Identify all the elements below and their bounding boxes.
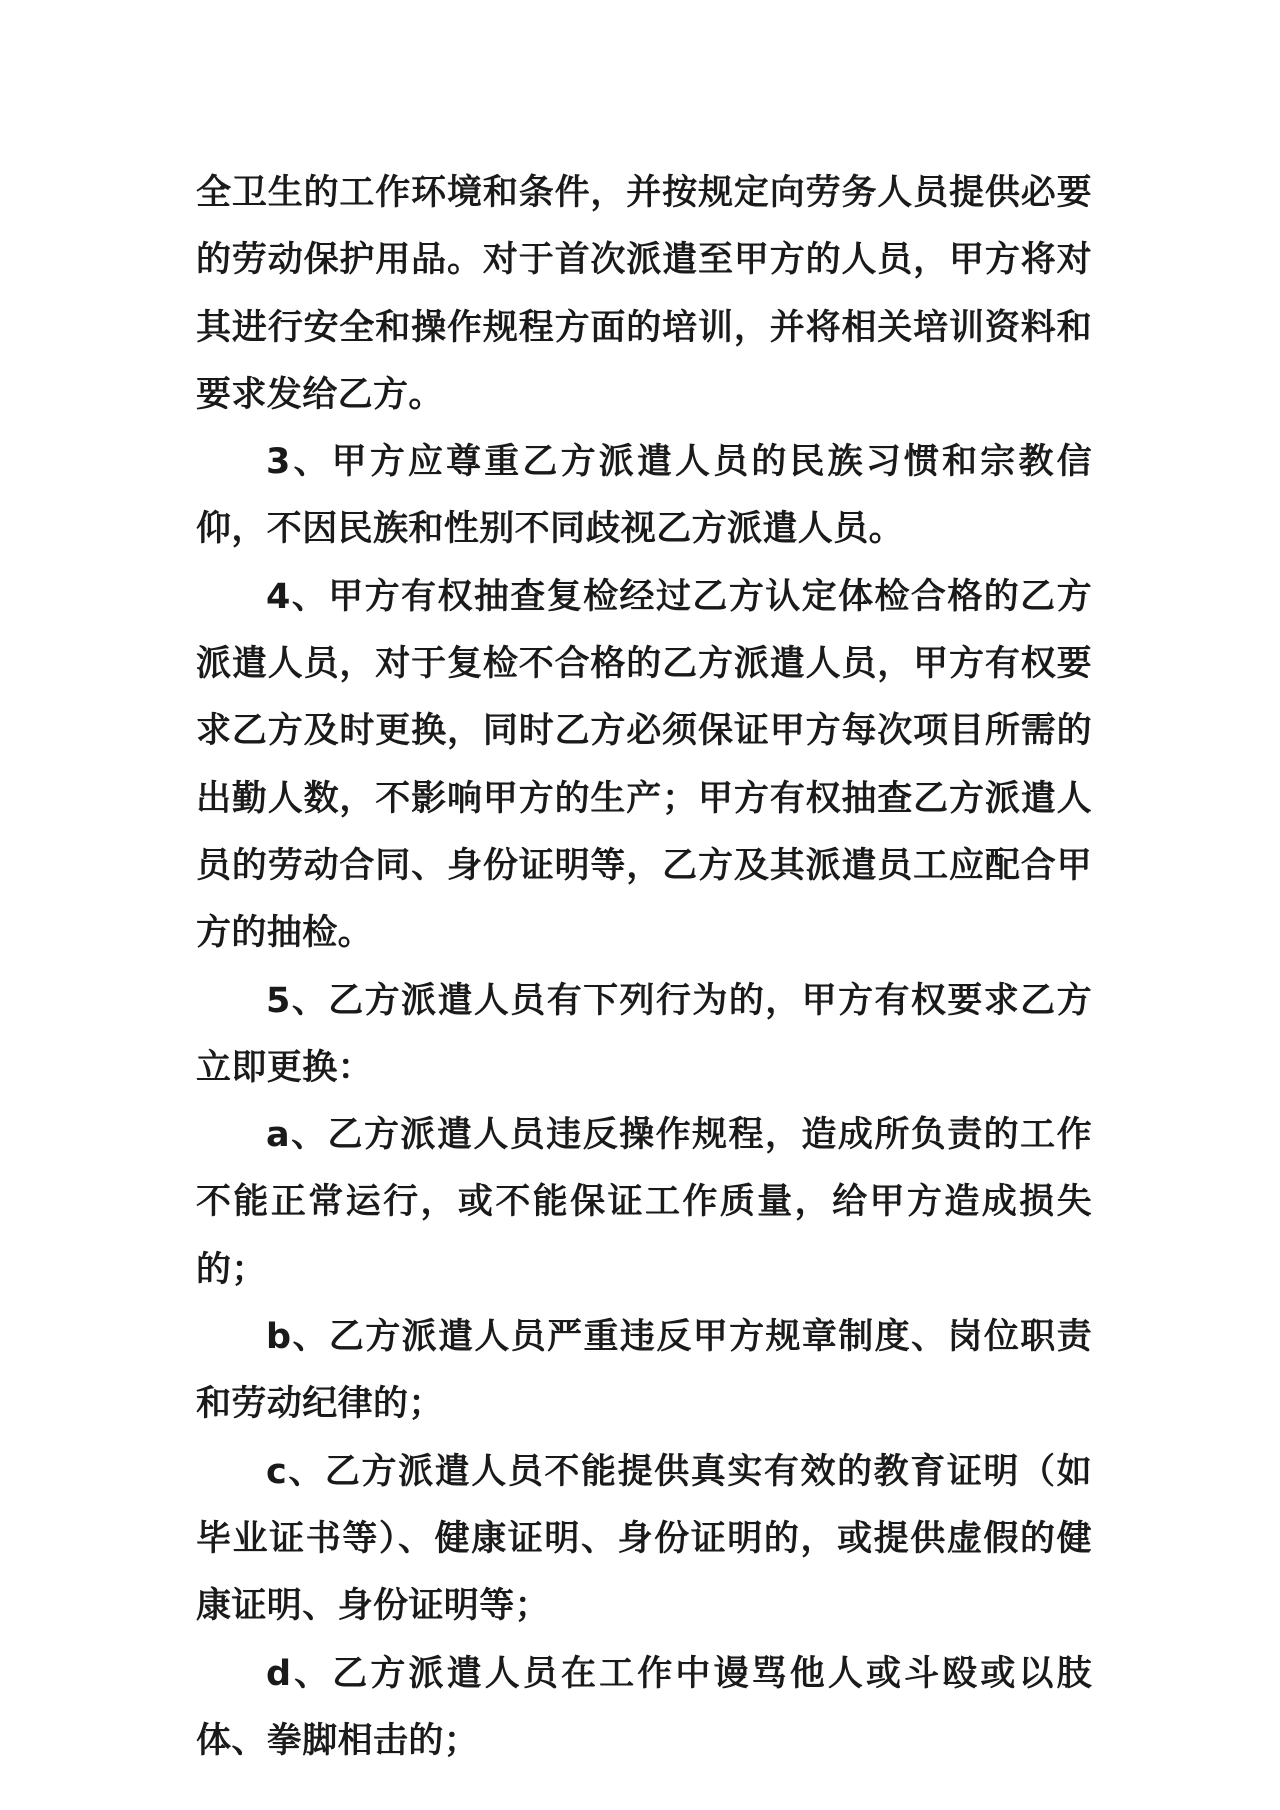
document-body [196, 160, 1092, 1775]
paragraph-clause-3: 3、甲方应尊重乙方派遣人员的民族习惯和宗教信仰，不因民族和性别不同歧视乙方派遣人员。 [196, 442, 1092, 550]
paragraph-clause-5: 5、乙方派遣人员有下列行为的，甲方有权要求乙方立即更换： [196, 980, 1092, 1088]
paragraph-continuation: 全卫生的工作环境和条件，并按规定向劳务人员提供必要的劳动保护用品。对于首次派遣至甲方的人员，甲方将对其进行安全和操作规程方面的培训，并将相关培训资料和要求发给乙方。 [196, 173, 1092, 415]
paragraph-clause-4: 4、甲方有权抽查复检经过乙方认定体检合格的乙方派遣人员，对于复检不合格的乙方派遣人员，甲方有权要求乙方及时更换，同时乙方必须保证甲方每次项目所需的出勤人数，不影响甲方的生产；甲方有权抽查乙方派遣人员的劳动合同、身份证明等，乙方及其派遣员工应配合甲方的抽检。 [196, 576, 1092, 954]
paragraph-item-b: b、乙方派遣人员严重违反甲方规章制度、岗位职责和劳动纪律的； [196, 1317, 1092, 1425]
paragraph-item-c: c、乙方派遣人员不能提供真实有效的教育证明（如毕业证书等）、健康证明、身份证明的，或提供虚假的健康证明、身份证明等； [196, 1451, 1092, 1627]
paragraph-item-a: a、乙方派遣人员违反操作规程，造成所负责的工作不能正常运行，或不能保证工作质量，给甲方造成损失的； [196, 1115, 1092, 1290]
paragraph-item-d: d、乙方派遣人员在工作中谩骂他人或斗殴或以肢体、拳脚相击的； [196, 1653, 1092, 1761]
